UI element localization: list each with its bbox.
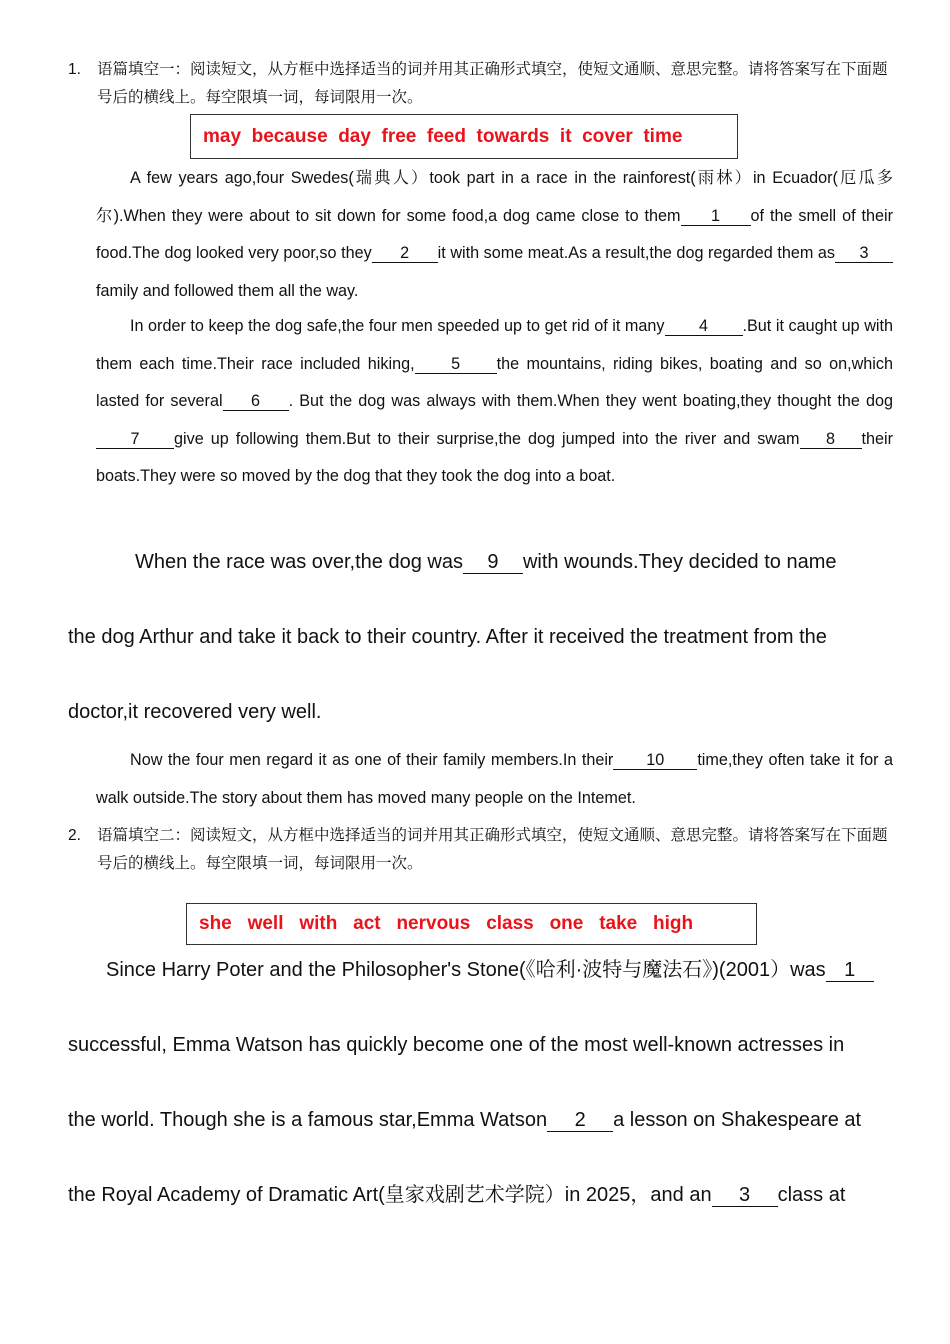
passage-line — [106, 933, 874, 1008]
passage-text: the Royal Academy of Dramatic Art(皇家戏剧艺术学院）in 2025，and an — [68, 1184, 712, 1206]
passage-line — [68, 1008, 844, 1083]
question-number: 1. — [68, 61, 81, 78]
passage-line — [135, 525, 836, 600]
answer-blank-1[interactable]: 1 — [826, 959, 874, 982]
question-instruction: 语篇填空一：阅读短文，从方框中选择适当的词并用其正确形式填空，使短文通顺、意思完整。请将答案写在下面题号后的横线上。每空限填一词，每词限用一次。 — [97, 61, 888, 106]
question-1-header — [0, 56, 950, 116]
answer-blank-3[interactable]: 3 — [712, 1184, 778, 1207]
passage-text: class at — [777, 1184, 846, 1206]
word-box-words: she well with act nervous class one take high — [199, 913, 694, 934]
passage-text: a lesson on Shakespeare at — [613, 1109, 862, 1131]
passage-paragraph — [96, 742, 893, 817]
passage-text: the dog Arthur and take it back to their country. After it received the treatment from the — [68, 626, 827, 648]
passage-text: the mountains, riding bikes, boating and so on,which lasted for several — [96, 354, 893, 410]
passage-text: Now the four men regard it as one of their family members.In their — [130, 751, 614, 769]
passage-text: the world. Though she is a famous star,Emma Watson — [68, 1109, 548, 1131]
passage-text: .But it caught up with them each time.Their race included hiking, — [96, 317, 893, 373]
answer-blank-7[interactable]: 7 — [96, 430, 174, 449]
passage-text: with wounds.They decided to name — [522, 551, 837, 573]
answer-blank-9[interactable]: 9 — [463, 551, 523, 574]
answer-blank-8[interactable]: 8 — [800, 430, 862, 449]
passage-line — [68, 675, 321, 750]
passage-text: When the race was over,the dog was — [135, 551, 463, 573]
passage-line — [68, 1083, 861, 1158]
answer-blank-2[interactable]: 2 — [547, 1109, 613, 1132]
passage-text: of the smell of their food.The dog looked very poor,so they — [96, 206, 893, 262]
word-box-words: may because day free feed towards it cover time — [203, 125, 683, 147]
passage-text: Since Harry Poter and the Philosopher's Stone(《哈利·波特与魔法石》)(2001）was — [106, 959, 826, 981]
answer-blank-5[interactable]: 5 — [415, 355, 497, 374]
passage-text: give up following them.But to their surprise,the dog jumped into the river and swam — [174, 429, 800, 448]
question-instruction: 语篇填空二：阅读短文，从方框中选择适当的词并用其正确形式填空，使短文通顺、意思完整。请将答案写在下面题号后的横线上。每空限填一词，每词限用一次。 — [97, 827, 888, 872]
passage-line — [68, 1158, 845, 1233]
answer-blank-2[interactable]: 2 — [372, 244, 438, 263]
passage-text: it with some meat.As a result,the dog regarded them as — [437, 244, 835, 262]
passage-paragraph — [96, 308, 893, 496]
passage-line — [68, 600, 827, 675]
passage-text: family and followed them all the way. — [96, 281, 359, 300]
passage-text: successful, Emma Watson has quickly become one of the most well-known actresses in — [68, 1034, 845, 1056]
passage-text: time,they often take it for a walk outside.The story about them has moved many people on the Intemet. — [96, 751, 894, 807]
passage-text: doctor,it recovered very well. — [68, 701, 322, 723]
passage-text: . But the dog was always with them.When they went boating,they thought the dog — [288, 392, 894, 410]
answer-blank-4[interactable]: 4 — [665, 317, 743, 336]
answer-blank-1[interactable]: 1 — [681, 207, 751, 226]
question-number: 2. — [68, 827, 81, 844]
answer-blank-3[interactable]: 3 — [835, 244, 893, 263]
answer-blank-6[interactable]: 6 — [223, 392, 289, 411]
answer-blank-10[interactable]: 10 — [613, 751, 697, 770]
passage-text: their boats.They were so moved by the dog that they took the dog into a boat. — [96, 429, 893, 485]
passage-text: A few years ago,four Swedes(瑞典人）took part in a race in the rainforest(雨林）in Ecuador(厄瓜多尔).When they were about to sit down for some food,a dog came close to them — [96, 169, 893, 225]
passage-text: In order to keep the dog safe,the four men speeded up to get rid of it many — [130, 317, 665, 335]
word-box — [190, 114, 738, 159]
question-2-header — [0, 822, 950, 882]
passage-paragraph — [96, 160, 893, 310]
